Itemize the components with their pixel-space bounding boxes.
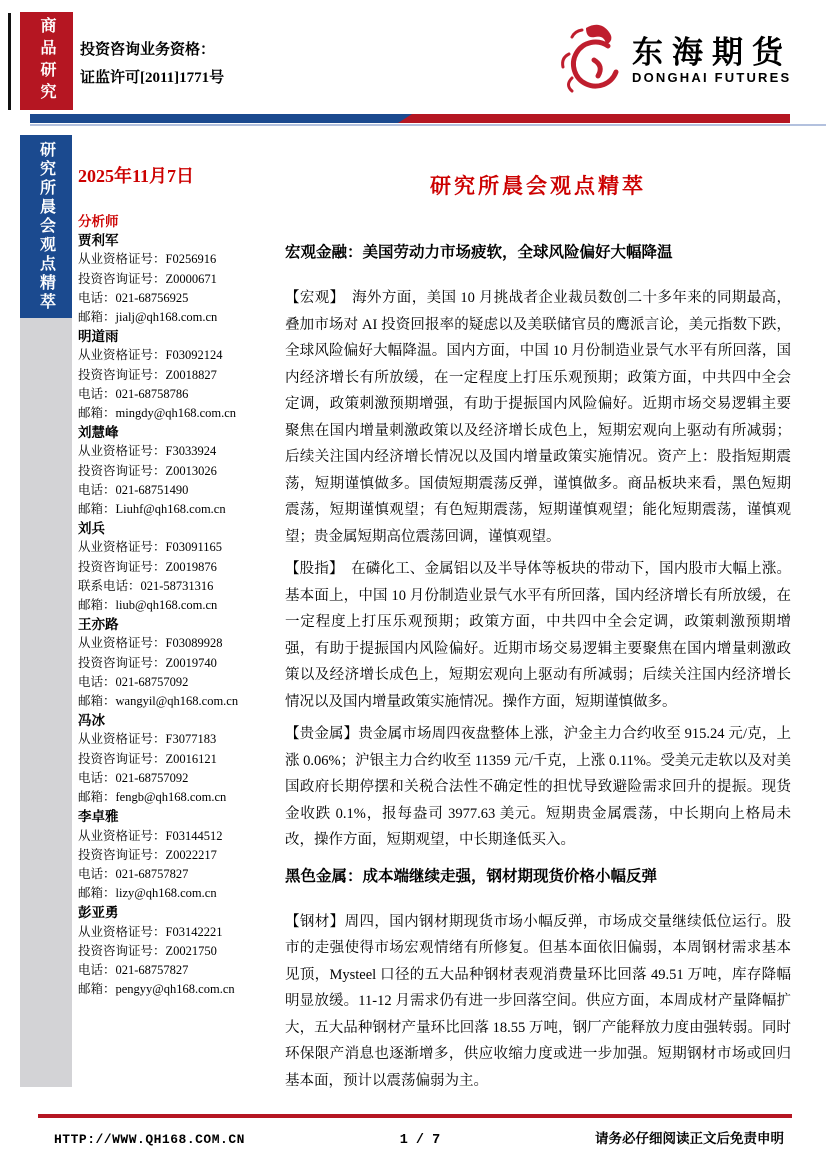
analyst-name: 李卓雅 (78, 809, 119, 825)
logo-name-en: DONGHAI FUTURES (632, 69, 792, 85)
analyst-detail: 邮箱：jialj@qh168.com.cn (78, 310, 218, 325)
analyst-name: 王亦路 (78, 617, 119, 633)
analyst-detail: 从业资格证号：F3077183 (78, 732, 217, 747)
analyst-name: 刘兵 (78, 521, 105, 537)
section-paragraph: 【股指】 在磷化工、金属铝以及半导体等板块的带动下，国内股市大幅上涨。基本面上，中国 10 月份制造业景气水平有所回落，国内经济增长有所放缓，在一定程度上打压乐观预期；政策方面，中共四中全会定调，政策刺激预期增强，有助于提振国内风险偏好。近期市场交易逻辑主要聚焦在国内增量刺激政策以及经济增长成色上，短期宏观向上驱动有所减弱；后续关注国内经济增长情况以及国内增量政策实施情况。操作方面，短期谨慎做多。 (285, 561, 791, 710)
section-paragraph: 【宏观】 海外方面，美国 10 月挑战者企业裁员数创二十多年来的同期最高，叠加市场对 AI 投资回报率的疑虑以及美联储官员的鹰派言论，美元指数下跌，全球风险偏好大幅降温。国内方面，中国 10 月份制造业景气水平有所回落，国内经济增长有所放缓，在一定程度上打压乐观预期；政策方面，中共四中全会定调，政策刺激预期增强，有助于提振国内风险偏好。近期市场交易逻辑主要聚焦在国内增量刺激政策以及经济增长成色上，短期宏观向上驱动有所减弱；后续关注国内经济增长情况以及国内增量政策实施情况。资产上：股指短期震荡，短期谨慎做多。国债短期震荡反弹，谨慎做多。商品板块来看，黑色短期震荡，短期谨慎观望；有色短期震荡，短期谨慎观望；能化短期震荡，谨慎观望；贵金属短期高位震荡回调，谨慎观望。 (285, 290, 791, 545)
logo-text (632, 36, 792, 85)
analysts-label: 分析师 (78, 214, 119, 229)
analyst-name: 贾利军 (78, 233, 119, 249)
analyst-detail: 投资咨询证号：Z0019876 (78, 559, 217, 574)
section-paragraph: 【贵金属】贵金属市场周四夜盘整体上涨，沪金主力合约收至 915.24 元/克，上涨 0.06%；沪银主力合约收至 11359 元/千克，上涨 0.11%。受美元走软以及对美国政府长期停摆和关税合法性不确定性的担忧导致避险需求回升的提振。现货金收跌 0.1%，报每盎司 3977.63 美元。短期贵金属震荡，中长期向上格局未改，操作方面，短期观望，中长期逢低买入。 (285, 726, 791, 848)
analyst-entry (78, 807, 284, 903)
header-divider-underline (30, 124, 826, 126)
analyst-detail: 投资咨询证号：Z0022217 (78, 847, 217, 862)
analyst-detail: 投资咨询证号：Z0000671 (78, 271, 217, 286)
analyst-entry (78, 711, 284, 807)
analyst-detail: 投资咨询证号：Z0013026 (78, 463, 217, 478)
donghai-futures-logo (556, 20, 792, 100)
analyst-entry (78, 519, 284, 615)
analyst-detail: 邮箱：pengyy@qh168.com.cn (78, 982, 235, 997)
analyst-name: 明道雨 (78, 329, 119, 345)
report-title: 研究所晨会观点精萃 (430, 174, 646, 198)
section-heading: 黑色金属：成本端继续走强，钢材期现货价格小幅反弹 (285, 867, 658, 885)
analyst-detail: 电话：021-68757092 (78, 770, 189, 785)
qualification-line1: 投资咨询业务资格： (80, 42, 216, 58)
logo-name-cn: 东海期货 (632, 34, 792, 70)
analyst-detail: 邮箱：lizy@qh168.com.cn (78, 886, 217, 901)
report-date: 2025年11月7日 (78, 166, 195, 186)
analyst-detail: 联系电话：021-58731316 (78, 578, 214, 593)
analyst-detail: 投资咨询证号：Z0016121 (78, 751, 217, 766)
dragon-icon (556, 20, 628, 100)
analyst-detail: 电话：021-68756925 (78, 290, 189, 305)
report-sections (285, 242, 791, 1094)
analyst-detail: 从业资格证号：F03092124 (78, 348, 223, 363)
analyst-entry (78, 327, 284, 423)
analyst-detail: 从业资格证号：F0256916 (78, 252, 217, 267)
analyst-detail: 从业资格证号：F03144512 (78, 828, 223, 843)
analyst-list (78, 231, 284, 999)
commodity-research-badge (20, 12, 73, 110)
analyst-detail: 投资咨询证号：Z0018827 (78, 367, 217, 382)
analyst-detail: 邮箱：Liuhf@qh168.com.cn (78, 502, 226, 517)
section-paragraph: 【钢材】周四，国内钢材期现货市场小幅反弹，市场成交量继续低位运行。股市的走强使得市场宏观情绪有所修复。但基本面依旧偏弱，本周钢材需求基本见顶，Mysteel 口径的五大品种钢材表观消费量环比回落 49.51 万吨，库存降幅明显放缓。11-12 月需求仍有进一步回落空间。供应方面，本周成材产量降幅扩大，五大品种钢材产量环比回落 18.55 万吨，钢厂产能释放力度由强转弱。同时环保限产消息也逐渐增多，供应收缩力度或进一步加强。短期钢材市场或回归基本面，预计以震荡偏弱为主。 (285, 913, 791, 1089)
header-divider-bar (30, 114, 790, 123)
analyst-detail: 电话：021-68757827 (78, 866, 189, 881)
analyst-detail: 邮箱：wangyil@qh168.com.cn (78, 694, 239, 709)
analyst-detail: 电话：021-68758786 (78, 386, 189, 401)
header-divider-red-segment (398, 114, 790, 123)
report-section (285, 866, 791, 1095)
report-section (285, 242, 791, 854)
commodity-research-label: 商品研究 (38, 17, 55, 105)
analyst-detail: 电话：021-68757827 (78, 962, 189, 977)
footer-disclaimer: 请务必仔细阅读正文后免责申明 (595, 1131, 784, 1146)
analyst-entry (78, 423, 284, 519)
sidebar-vertical-title: 研究所晨会观点精萃 (37, 141, 55, 312)
analyst-entry (78, 903, 284, 999)
analyst-detail: 投资咨询证号：Z0021750 (78, 943, 217, 958)
analyst-detail: 从业资格证号：F03142221 (78, 924, 223, 939)
analyst-detail: 投资咨询证号：Z0019740 (78, 655, 217, 670)
analyst-detail: 邮箱：fengb@qh168.com.cn (78, 790, 227, 805)
analyst-detail: 邮箱：liub@qh168.com.cn (78, 598, 218, 613)
analyst-detail: 从业资格证号：F3033924 (78, 444, 217, 459)
sidebar-gray-strip (20, 318, 72, 1087)
analyst-detail: 电话：021-68751490 (78, 482, 189, 497)
analyst-entry (78, 615, 284, 711)
analyst-column (78, 164, 284, 999)
analyst-entry (78, 231, 284, 327)
qualification-line2: 证监许可[2011]1771号 (80, 70, 225, 86)
section-heading: 宏观金融：美国劳动力市场疲软，全球风险偏好大幅降温 (285, 244, 673, 261)
analyst-name: 彭亚勇 (78, 905, 119, 921)
analyst-detail: 邮箱：mingdy@qh168.com.cn (78, 406, 237, 421)
sidebar-title-box (20, 135, 72, 318)
footer-rule (38, 1114, 792, 1118)
qualification-block (80, 36, 224, 92)
analyst-detail: 从业资格证号：F03091165 (78, 540, 222, 555)
main-content (285, 172, 791, 1100)
analyst-detail: 从业资格证号：F03089928 (78, 636, 223, 651)
analyst-detail: 电话：021-68757092 (78, 674, 189, 689)
analyst-name: 冯冰 (78, 713, 105, 729)
footer-page-number: 1 / 7 (399, 1133, 441, 1148)
footer-website: HTTP://WWW.QH168.COM.CN (54, 1132, 245, 1147)
header-left-rule (8, 13, 11, 110)
footer (54, 1127, 784, 1148)
analyst-name: 刘慧峰 (78, 425, 119, 441)
